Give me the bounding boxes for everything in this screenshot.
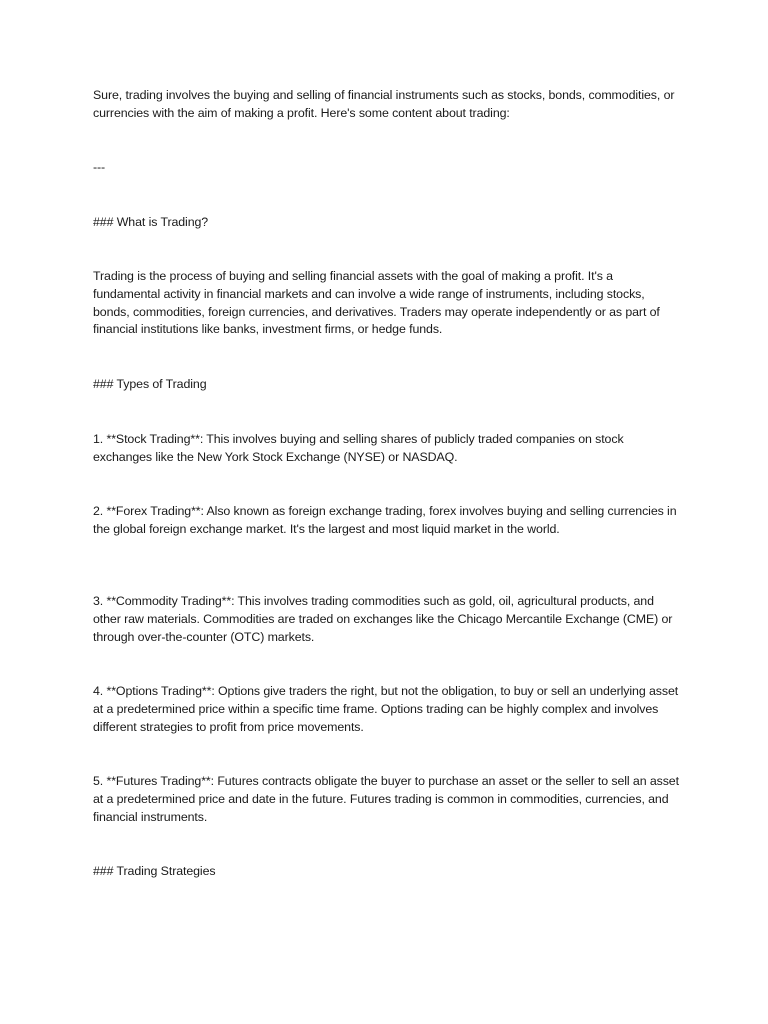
list-item-commodity-trading: 3. **Commodity Trading**: This involves trading commodities such as gold, oil, agricultural products, and other raw materials. Commodities are traded on exchanges like the Chicago Mercantile Exchange (CME) or through over-the-counter (OTC) markets. — [93, 594, 673, 644]
list-item-options-trading: 4. **Options Trading**: Options give traders the right, but not the obligation, to buy or sell an underlying asset at a predetermined price within a specific time frame. Options trading can be highly complex and involves different strategies to profit from price movements. — [93, 684, 679, 734]
what-is-trading-paragraph: Trading is the process of buying and selling financial assets with the goal of making a profit. It's a fundamental activity in financial markets and can involve a wide range of instruments, including stocks, bonds, commodities, foreign currencies, and derivatives. Traders may operate independently or as part of financial institutions like banks, investment firms, or hedge funds. — [93, 269, 660, 337]
intro-paragraph: Sure, trading involves the buying and selling of financial instruments such as stocks, bonds, commodities, or currencies with the aim of making a profit. Here's some content about trading: — [93, 88, 675, 120]
heading-trading-strategies: ### Trading Strategies — [93, 864, 216, 878]
list-item-forex-trading: 2. **Forex Trading**: Also known as foreign exchange trading, forex involves buying and selling currencies in the global foreign exchange market. It's the largest and most liquid market in the world. — [93, 504, 677, 536]
heading-types-of-trading: ### Types of Trading — [93, 377, 207, 391]
list-item-stock-trading: 1. **Stock Trading**: This involves buying and selling shares of publicly traded companies on stock exchanges like the New York Stock Exchange (NYSE) or NASDAQ. — [93, 432, 624, 464]
list-item-futures-trading: 5. **Futures Trading**: Futures contracts obligate the buyer to purchase an asset or the seller to sell an asset at a predetermined price and date in the future. Futures trading is common in commodities, currencies, and financial instruments. — [93, 774, 679, 824]
heading-what-is-trading: ### What is Trading? — [93, 215, 209, 229]
separator-line: --- — [93, 160, 106, 174]
